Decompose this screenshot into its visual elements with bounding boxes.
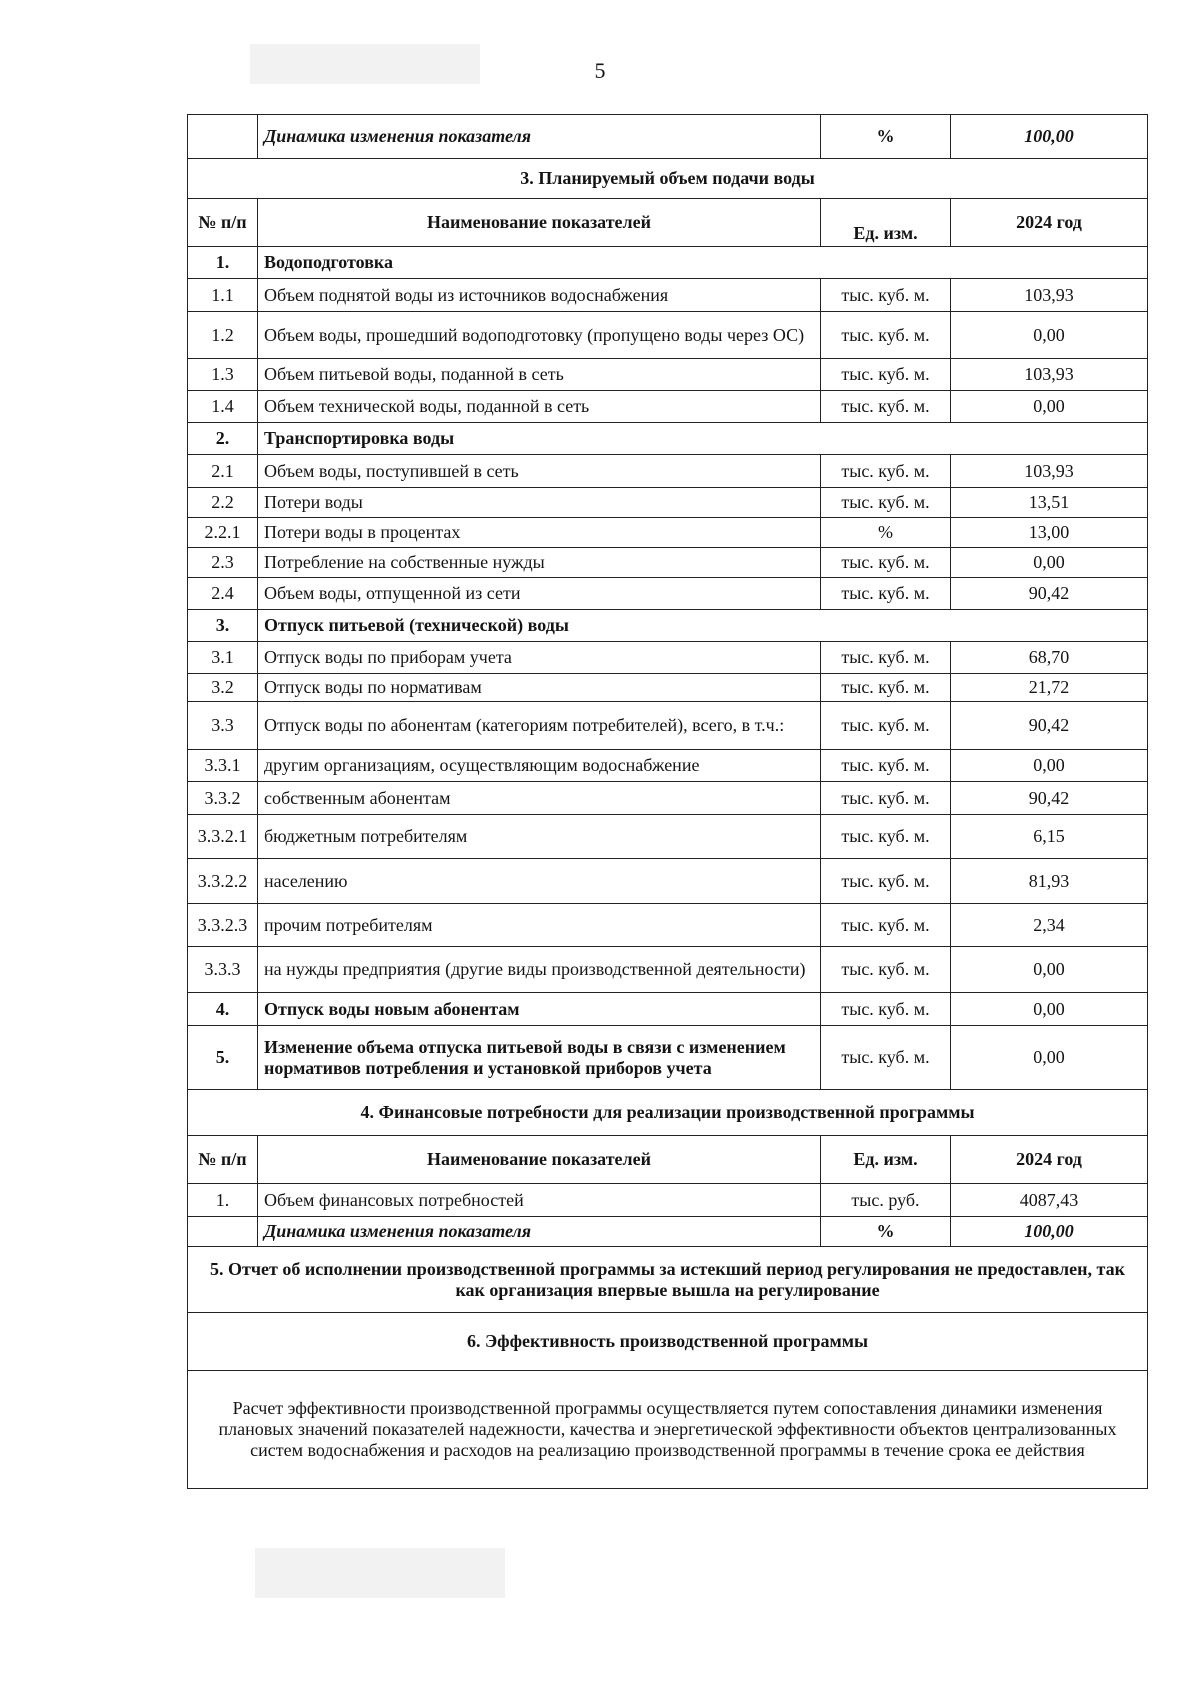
- row-unit: тыс. куб. м.: [821, 279, 951, 312]
- row-value: 103,93: [951, 455, 1148, 488]
- row-section-name: Транспортировка воды: [258, 423, 1148, 455]
- row-section-name: Водоподготовка: [258, 247, 1148, 279]
- row-name: Потери воды в процентах: [258, 518, 821, 548]
- row-name: Объем поднятой воды из источников водоснабжения: [258, 279, 821, 312]
- row-value: 0,00: [951, 548, 1148, 578]
- table-row: [188, 642, 1148, 674]
- row-section-name: Отпуск питьевой (технической) воды: [258, 610, 1148, 642]
- top-dynamics-num: [188, 115, 258, 159]
- row-value: 0,00: [951, 993, 1148, 1026]
- table-body: [188, 115, 1148, 1489]
- row-num: 5.: [188, 1026, 258, 1090]
- row-num: 3.3.2.2: [188, 859, 258, 904]
- table-row: [188, 947, 1148, 993]
- row-value: 90,42: [951, 782, 1148, 815]
- section3-header-unit: Ед. изм.: [821, 199, 951, 247]
- row-value: 2,34: [951, 904, 1148, 947]
- row-unit: тыс. куб. м.: [821, 859, 951, 904]
- row-name: Объем технической воды, поданной в сеть: [258, 391, 821, 423]
- section4-header-num: № п/п: [188, 1136, 258, 1184]
- row-num: 3.: [188, 610, 258, 642]
- row-value: 103,93: [951, 279, 1148, 312]
- section6-text-row: [188, 1371, 1148, 1489]
- section3-header-year: 2024 год: [951, 199, 1148, 247]
- row-unit: тыс. куб. м.: [821, 488, 951, 518]
- section4-dynamics-row: [188, 1217, 1148, 1247]
- table-row: [188, 702, 1148, 750]
- row-unit: тыс. куб. м.: [821, 674, 951, 702]
- row-unit: тыс. куб. м.: [821, 548, 951, 578]
- table-row: [188, 578, 1148, 610]
- row-name: Отпуск воды по нормативам: [258, 674, 821, 702]
- row-name: населению: [258, 859, 821, 904]
- row-unit: тыс. куб. м.: [821, 391, 951, 423]
- row-name: на нужды предприятия (другие виды производственной деятельности): [258, 947, 821, 993]
- row-value: 13,51: [951, 488, 1148, 518]
- row-name: Отпуск воды новым абонентам: [258, 993, 821, 1026]
- section4-title-row: [188, 1090, 1148, 1136]
- section4-header-name: Наименование показателей: [258, 1136, 821, 1184]
- table-row: [188, 993, 1148, 1026]
- row-value: 90,42: [951, 578, 1148, 610]
- row-unit: тыс. куб. м.: [821, 782, 951, 815]
- row-unit: тыс. куб. м.: [821, 750, 951, 782]
- row-unit: тыс. куб. м.: [821, 947, 951, 993]
- row-unit: тыс. куб. м.: [821, 578, 951, 610]
- table-row: [188, 1184, 1148, 1217]
- row-num: 2.2.1: [188, 518, 258, 548]
- row-num: 2.3: [188, 548, 258, 578]
- row-name: бюджетным потребителям: [258, 815, 821, 859]
- table-row: [188, 312, 1148, 359]
- row-unit: %: [821, 518, 951, 548]
- row-value: 4087,43: [951, 1184, 1148, 1217]
- table-row: [188, 815, 1148, 859]
- row-value: 0,00: [951, 750, 1148, 782]
- table-row: [188, 904, 1148, 947]
- row-num: 3.1: [188, 642, 258, 674]
- section4-title: 4. Финансовые потребности для реализации производственной программы: [188, 1090, 1148, 1136]
- row-value: 0,00: [951, 391, 1148, 423]
- table-row: [188, 750, 1148, 782]
- row-num: 3.3.2.1: [188, 815, 258, 859]
- row-num: 3.2: [188, 674, 258, 702]
- table-row: [188, 488, 1148, 518]
- row-value: 6,15: [951, 815, 1148, 859]
- section4-dynamics-unit: %: [821, 1217, 951, 1247]
- scan-noise-bottom: [255, 1548, 505, 1598]
- row-name: Объем воды, поступившей в сеть: [258, 455, 821, 488]
- row-name: прочим потребителям: [258, 904, 821, 947]
- row-name: другим организациям, осуществляющим водоснабжение: [258, 750, 821, 782]
- section6-text: Расчет эффективности производственной программы осуществляется путем сопоставления динамики изменения плановых значений показателей надежности, качества и энергетической эффективности объектов централизованных систем водоснабжения и расходов на реализацию производственной программы в течение срока ее действия: [188, 1371, 1148, 1489]
- row-name: Потребление на собственные нужды: [258, 548, 821, 578]
- row-num: 2.1: [188, 455, 258, 488]
- section4-header-unit: Ед. изм.: [821, 1136, 951, 1184]
- row-unit: тыс. куб. м.: [821, 1026, 951, 1090]
- row-name: Объем воды, отпущенной из сети: [258, 578, 821, 610]
- page-number: 5: [594, 58, 606, 83]
- row-value: 13,00: [951, 518, 1148, 548]
- row-value: 0,00: [951, 312, 1148, 359]
- row-unit: тыс. куб. м.: [821, 312, 951, 359]
- table-row: [188, 782, 1148, 815]
- row-unit: тыс. куб. м.: [821, 702, 951, 750]
- row-num: 2.2: [188, 488, 258, 518]
- row-num: 1.3: [188, 359, 258, 391]
- row-num: 1.: [188, 247, 258, 279]
- row-unit: тыс. куб. м.: [821, 815, 951, 859]
- row-unit: тыс. куб. м.: [821, 455, 951, 488]
- section3-title-row: [188, 159, 1148, 199]
- row-value: 103,93: [951, 359, 1148, 391]
- row-num: 3.3.2: [188, 782, 258, 815]
- section5-title: 5. Отчет об исполнении производственной программы за истекший период регулирования не предоставлен, так как организация впервые вышла на регулирование: [188, 1247, 1148, 1313]
- table-row: [188, 610, 1148, 642]
- row-unit: тыс. куб. м.: [821, 359, 951, 391]
- top-dynamics-name: Динамика изменения показателя: [258, 115, 821, 159]
- top-dynamics-unit: %: [821, 115, 951, 159]
- section3-header-row: [188, 199, 1148, 247]
- section6-title-row: [188, 1313, 1148, 1371]
- table-row: [188, 359, 1148, 391]
- row-name: Объем воды, прошедший водоподготовку (пропущено воды через ОС): [258, 312, 821, 359]
- table-row: [188, 455, 1148, 488]
- row-name: собственным абонентам: [258, 782, 821, 815]
- row-num: 2.: [188, 423, 258, 455]
- row-num: 3.3.2.3: [188, 904, 258, 947]
- row-unit: тыс. руб.: [821, 1184, 951, 1217]
- section3-header-num: № п/п: [188, 199, 258, 247]
- row-num: 1.1: [188, 279, 258, 312]
- row-name: Потери воды: [258, 488, 821, 518]
- table-row: [188, 247, 1148, 279]
- table-row: [188, 1026, 1148, 1090]
- section3-title: 3. Планируемый объем подачи воды: [188, 159, 1148, 199]
- row-num: 1.2: [188, 312, 258, 359]
- table-row: [188, 674, 1148, 702]
- section4-dynamics-value: 100,00: [951, 1217, 1148, 1247]
- table-row: [188, 548, 1148, 578]
- row-name: Отпуск воды по приборам учета: [258, 642, 821, 674]
- production-program-table: [187, 114, 1148, 1489]
- row-unit: тыс. куб. м.: [821, 904, 951, 947]
- row-unit: тыс. куб. м.: [821, 642, 951, 674]
- row-name: Отпуск воды по абонентам (категориям потребителей), всего, в т.ч.:: [258, 702, 821, 750]
- row-num: 2.4: [188, 578, 258, 610]
- table-row: [188, 279, 1148, 312]
- row-unit: тыс. куб. м.: [821, 993, 951, 1026]
- row-value: 81,93: [951, 859, 1148, 904]
- section4-dynamics-num: [188, 1217, 258, 1247]
- section4-dynamics-name: Динамика изменения показателя: [258, 1217, 821, 1247]
- row-num: 3.3.1: [188, 750, 258, 782]
- section4-header-year: 2024 год: [951, 1136, 1148, 1184]
- row-num: 1.: [188, 1184, 258, 1217]
- table-row: [188, 859, 1148, 904]
- row-num: 3.3.3: [188, 947, 258, 993]
- row-value: 90,42: [951, 702, 1148, 750]
- table-row: [188, 391, 1148, 423]
- row-num: 1.4: [188, 391, 258, 423]
- section5-row: [188, 1247, 1148, 1313]
- row-value: 0,00: [951, 1026, 1148, 1090]
- table-row: [188, 518, 1148, 548]
- row-name: Объем питьевой воды, поданной в сеть: [258, 359, 821, 391]
- row-name: Изменение объема отпуска питьевой воды в связи с изменением нормативов потребления и установкой приборов учета: [258, 1026, 821, 1090]
- top-dynamics-value: 100,00: [951, 115, 1148, 159]
- section6-title: 6. Эффективность производственной программы: [188, 1313, 1148, 1371]
- section4-header-row: [188, 1136, 1148, 1184]
- table-row: [188, 423, 1148, 455]
- row-value: 0,00: [951, 947, 1148, 993]
- row-value: 21,72: [951, 674, 1148, 702]
- row-value: 68,70: [951, 642, 1148, 674]
- section3-header-name: Наименование показателей: [258, 199, 821, 247]
- row-num: 3.3: [188, 702, 258, 750]
- top-dynamics-row: [188, 115, 1148, 159]
- row-num: 4.: [188, 993, 258, 1026]
- row-name: Объем финансовых потребностей: [258, 1184, 821, 1217]
